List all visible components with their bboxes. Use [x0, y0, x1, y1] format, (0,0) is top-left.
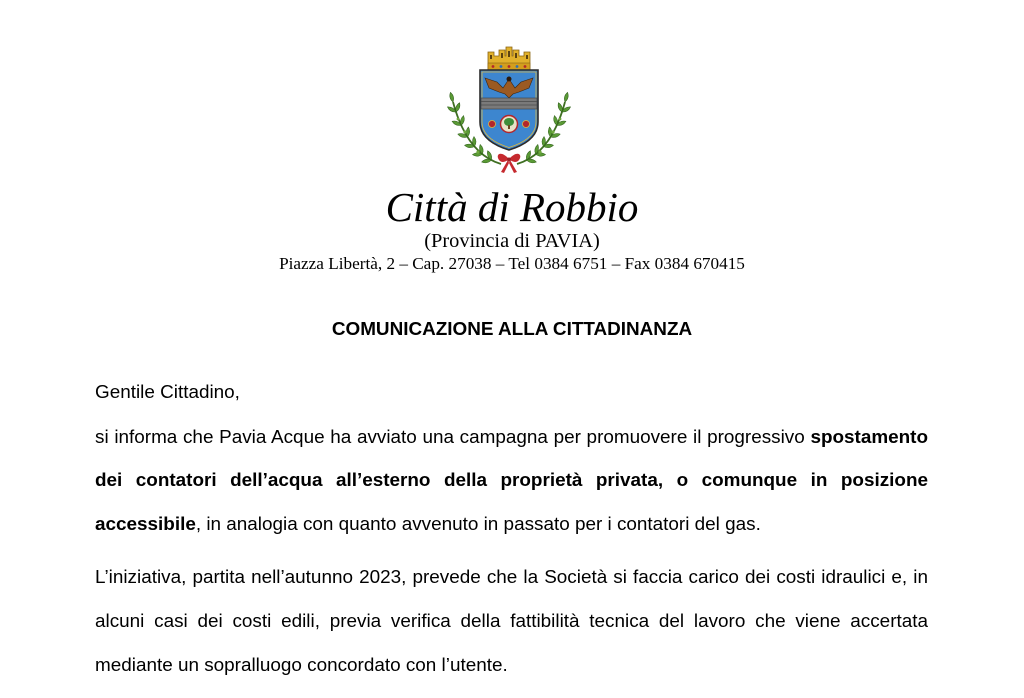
paragraph-2-line-3	[95, 654, 928, 678]
greeting: Gentile Cittadino,	[95, 382, 240, 403]
city-name: Città di Robbio	[385, 184, 639, 230]
body-text: mediante un sopralluogo concordato con l’utente.	[95, 655, 508, 676]
paragraph-1-line-3	[95, 513, 928, 537]
paragraph-2-line-2	[95, 610, 928, 634]
municipality-address: Piazza Libertà, 2 – Cap. 27038 – Tel 0384 6751 – Fax 0384 670415	[279, 254, 745, 273]
body-text: si informa che Pavia Acque ha avviato una campagna per promuovere il progressivo	[95, 427, 811, 448]
province-name: (Provincia di PAVIA)	[424, 230, 600, 252]
body-text-bold: spostamento	[810, 427, 928, 448]
paragraph-1-line-2	[95, 469, 928, 493]
body-text: , in analogia con quanto avvenuto in passato per i contatori del gas.	[195, 514, 761, 535]
paragraph-1-line-1	[95, 426, 928, 450]
coat-of-arms-icon	[445, 42, 573, 175]
crown	[488, 47, 530, 70]
body-text-bold: dei contatori dell’acqua all’esterno della proprietà privata, o comunque in posizione	[95, 470, 928, 491]
body-text: alcuni casi dei costi edili, previa verifica della fattibilità tecnica del lavoro che viene accertata	[95, 611, 928, 632]
body-text-bold: accessibile	[95, 514, 196, 535]
shield	[480, 70, 538, 150]
document-title: COMUNICAZIONE ALLA CITTADINANZA	[331, 319, 693, 340]
paragraph-2-line-1	[95, 566, 928, 590]
body-text: L’iniziativa, partita nell’autunno 2023, prevede che la Società si faccia carico dei costi idraulici e, in	[95, 567, 928, 588]
